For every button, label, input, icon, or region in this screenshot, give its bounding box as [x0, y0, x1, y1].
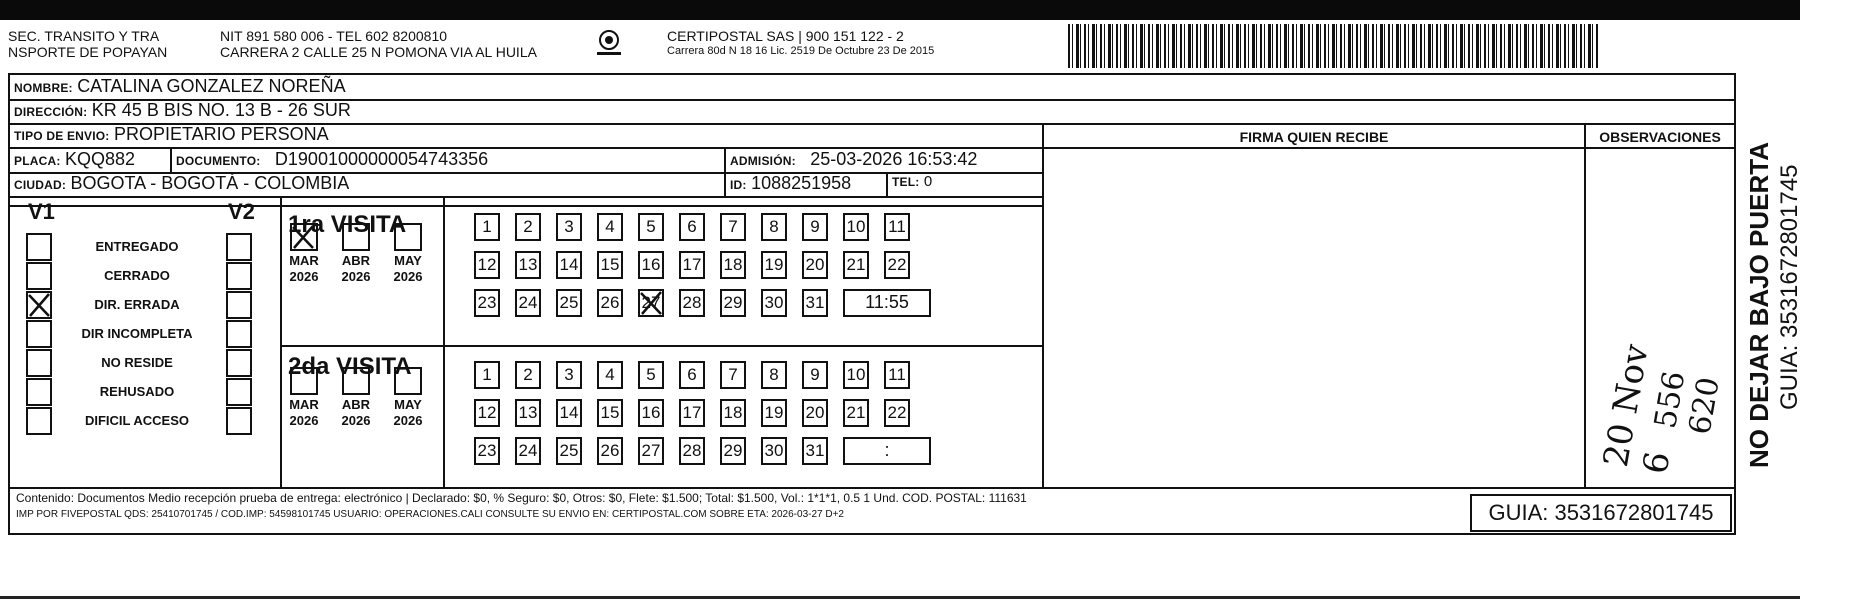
- day-checkbox[interactable]: 12: [474, 251, 500, 279]
- month-checkbox[interactable]: [394, 367, 422, 395]
- placa-cell: [14, 149, 135, 170]
- day-checkbox[interactable]: 22: [884, 251, 910, 279]
- day-checkbox[interactable]: 30: [761, 289, 787, 317]
- day-checkbox[interactable]: 8: [761, 361, 787, 389]
- nombre-row: [14, 76, 346, 97]
- day-checkbox[interactable]: 28: [679, 289, 705, 317]
- day-checkbox[interactable]: 21: [843, 251, 869, 279]
- day-checkbox[interactable]: 11: [884, 361, 910, 389]
- rule: [1042, 147, 1734, 149]
- day-checkbox[interactable]: 20: [802, 399, 828, 427]
- day-checkbox[interactable]: 12: [474, 399, 500, 427]
- month-checkbox[interactable]: [290, 223, 318, 251]
- day-checkbox[interactable]: 27: [638, 437, 664, 465]
- v2-checkbox[interactable]: [226, 233, 252, 261]
- day-checkbox[interactable]: 4: [597, 213, 623, 241]
- v2-checkbox[interactable]: [226, 262, 252, 290]
- status-label: DIR. ERRADA: [94, 297, 180, 312]
- month-label: MAY 2026: [393, 397, 423, 428]
- day-checkbox[interactable]: 14: [556, 251, 582, 279]
- v1-checkbox[interactable]: [26, 233, 52, 261]
- placa-value: KQQ882: [64, 149, 136, 169]
- time-field[interactable]: 11:55: [843, 289, 931, 317]
- status-label: DIR INCOMPLETA: [81, 326, 193, 341]
- v1-header: V1: [28, 199, 55, 224]
- bottom-edge: [0, 596, 1800, 599]
- v1-checkbox[interactable]: [26, 378, 52, 406]
- direccion-row: [14, 100, 351, 121]
- day-checkbox[interactable]: 31: [802, 437, 828, 465]
- day-checkbox[interactable]: 18: [720, 251, 746, 279]
- status-label: ENTREGADO: [95, 239, 179, 254]
- month-label: ABR 2026: [341, 397, 371, 428]
- status-label: CERRADO: [104, 268, 170, 283]
- admision-value: 25-03-2026 16:53:42: [810, 149, 978, 169]
- side-guia: GUIA: 3531672801745: [1776, 164, 1803, 410]
- day-checkbox[interactable]: 13: [515, 251, 541, 279]
- month-label: ABR 2026: [341, 253, 371, 284]
- rule: [1584, 123, 1586, 487]
- month-label: MAY 2026: [393, 253, 423, 284]
- direccion-value: KR 45 B BIS NO. 13 B - 26 SUR: [91, 100, 351, 120]
- day-checkbox[interactable]: 3: [556, 361, 582, 389]
- rule: [443, 196, 445, 487]
- day-checkbox[interactable]: 9: [802, 213, 828, 241]
- day-checkbox[interactable]: 25: [556, 437, 582, 465]
- nombre-value: CATALINA GONZALEZ NOREÑA: [77, 76, 346, 96]
- day-checkbox[interactable]: 19: [761, 251, 787, 279]
- v1-checkbox[interactable]: [26, 349, 52, 377]
- day-checkbox[interactable]: 23: [474, 437, 500, 465]
- day-checkbox[interactable]: 24: [515, 289, 541, 317]
- day-checkbox[interactable]: 17: [679, 399, 705, 427]
- month-label: MAR 2026: [289, 397, 319, 428]
- day-checkbox[interactable]: 2: [515, 361, 541, 389]
- day-checkbox[interactable]: 15: [597, 399, 623, 427]
- month-checkbox[interactable]: [394, 223, 422, 251]
- tel-value: 0: [923, 173, 933, 190]
- day-checkbox[interactable]: 25: [556, 289, 582, 317]
- day-checkbox[interactable]: 16: [638, 399, 664, 427]
- sender-line-1: SEC. TRANSITO Y TRA: [8, 28, 160, 44]
- rule: [724, 147, 726, 196]
- day-checkbox[interactable]: 11: [884, 213, 910, 241]
- sender-line-2: NSPORTE DE POPAYAN: [8, 44, 168, 60]
- day-checkbox[interactable]: 26: [597, 289, 623, 317]
- rule: [170, 147, 172, 172]
- postal-logo-icon: [594, 28, 624, 58]
- day-checkbox[interactable]: 5: [638, 361, 664, 389]
- v2-checkbox[interactable]: [226, 349, 252, 377]
- company-block: [667, 28, 934, 58]
- rule: [280, 345, 1042, 347]
- id-label: ID:: [730, 178, 747, 192]
- month-checkbox[interactable]: [290, 367, 318, 395]
- ciudad-cell: [14, 173, 349, 194]
- documento-value: D19001000000054743356: [274, 149, 489, 169]
- day-checkbox[interactable]: 31: [802, 289, 828, 317]
- direccion-label: DIRECCIÓN:: [14, 105, 88, 119]
- address-line: CARRERA 2 CALLE 25 N POMONA VIA AL HUILA: [220, 44, 537, 60]
- status-label: DIFICIL ACCESO: [84, 413, 189, 428]
- barcode: [1068, 24, 1600, 68]
- sender-contact: [220, 28, 537, 60]
- day-checkbox[interactable]: 21: [843, 399, 869, 427]
- day-checkbox[interactable]: 1: [474, 361, 500, 389]
- day-checkbox[interactable]: 4: [597, 361, 623, 389]
- day-checkbox[interactable]: 18: [720, 399, 746, 427]
- day-checkbox[interactable]: 14: [556, 399, 582, 427]
- status-label: REHUSADO: [99, 384, 175, 399]
- day-checkbox[interactable]: 27: [638, 289, 664, 317]
- day-checkbox[interactable]: 5: [638, 213, 664, 241]
- day-checkbox[interactable]: 23: [474, 289, 500, 317]
- day-checkbox[interactable]: 17: [679, 251, 705, 279]
- day-checkbox[interactable]: 28: [679, 437, 705, 465]
- guide-form: [8, 73, 1736, 535]
- v2-checkbox[interactable]: [226, 320, 252, 348]
- handwritten-note-1: 20 Nov 6: [1596, 341, 1679, 477]
- tipo-row: [14, 124, 329, 145]
- day-checkbox[interactable]: 19: [761, 399, 787, 427]
- v1-checkbox[interactable]: [26, 291, 52, 319]
- month-checkbox[interactable]: [342, 367, 370, 395]
- day-checkbox[interactable]: 6: [679, 361, 705, 389]
- company-license: Carrera 80d N 18 16 Lic. 2519 De Octubre 23 De 2015: [667, 45, 935, 57]
- ciudad-value: BOGOTA - BOGOTÁ - COLOMBIA: [70, 173, 350, 193]
- tel-label: TEL:: [892, 175, 920, 189]
- status-label: NO RESIDE: [101, 355, 173, 370]
- month-label: MAR 2026: [289, 253, 319, 284]
- rule: [10, 205, 1042, 207]
- v1-checkbox[interactable]: [26, 407, 52, 435]
- v1-checkbox[interactable]: [26, 320, 52, 348]
- documento-label: DOCUMENTO:: [176, 154, 261, 168]
- v2-checkbox[interactable]: [226, 378, 252, 406]
- time-field[interactable]: :: [843, 437, 931, 465]
- placa-label: PLACA:: [14, 154, 61, 168]
- id-value: 1088251958: [751, 173, 852, 193]
- day-checkbox[interactable]: 10: [843, 213, 869, 241]
- nombre-label: NOMBRE:: [14, 81, 73, 95]
- ciudad-label: CIUDAD:: [14, 178, 67, 192]
- firma-header: FIRMA QUIEN RECIBE: [1239, 129, 1389, 145]
- sender-block: [8, 28, 167, 60]
- second-visit-title: 2da VISITA: [288, 353, 412, 380]
- v2-checkbox[interactable]: [226, 291, 252, 319]
- rule: [280, 196, 282, 487]
- day-checkbox[interactable]: 6: [679, 213, 705, 241]
- day-checkbox[interactable]: 29: [720, 289, 746, 317]
- top-edge-bar: [0, 0, 1800, 20]
- day-checkbox[interactable]: 3: [556, 213, 582, 241]
- first-visit-title: 1ra VISITA: [288, 211, 407, 238]
- rule: [10, 196, 1042, 198]
- admision-label: ADMISIÓN:: [730, 154, 796, 168]
- rule: [10, 487, 1734, 489]
- month-checkbox[interactable]: [342, 223, 370, 251]
- day-checkbox[interactable]: 26: [597, 437, 623, 465]
- day-checkbox[interactable]: 13: [515, 399, 541, 427]
- nit-line: NIT 891 580 006 - TEL 602 8200810: [220, 28, 448, 44]
- day-checkbox[interactable]: 22: [884, 399, 910, 427]
- day-checkbox[interactable]: 9: [802, 361, 828, 389]
- tipo-label: TIPO DE ENVIO:: [14, 129, 110, 143]
- day-checkbox[interactable]: 7: [720, 213, 746, 241]
- day-checkbox[interactable]: 30: [761, 437, 787, 465]
- day-checkbox[interactable]: 24: [515, 437, 541, 465]
- v2-checkbox[interactable]: [226, 407, 252, 435]
- admision-cell: [730, 149, 977, 170]
- v2-header: V2: [228, 199, 255, 224]
- documento-cell: [176, 149, 488, 170]
- tipo-value: PROPIETARIO PERSONA: [113, 124, 329, 144]
- day-checkbox[interactable]: 15: [597, 251, 623, 279]
- footer-content-line: Contenido: Documentos Medio recepción prueba de entrega: electrónico | Declarado: $0, % Seguro: $0, Otros: $0, Flete: $1.500; Total: $1.500, Vol.: 1*1*1, 0.5 1 Und. COD. POSTAL: 111631: [16, 491, 1027, 505]
- day-checkbox[interactable]: 7: [720, 361, 746, 389]
- id-cell: [730, 173, 851, 194]
- rule: [1734, 75, 1736, 487]
- side-warning: NO DEJAR BAJO PUERTA: [1744, 141, 1774, 468]
- guia-box: GUIA: 3531672801745: [1470, 494, 1732, 532]
- day-checkbox[interactable]: 10: [843, 361, 869, 389]
- footer-print-line: IMP POR FIVEPOSTAL QDS: 25410701745 / COD.IMP: 54598101745 USUARIO: OPERACIONES.CALI CONSULTE SU ENVIO EN: CERTIPOSTAL.COM SOBRE ETA: 2026-03-27 D+2: [16, 509, 844, 520]
- company-name: CERTIPOSTAL SAS | 900 151 122 - 2: [667, 28, 904, 44]
- observaciones-header: OBSERVACIONES: [1599, 129, 1721, 145]
- v1-checkbox[interactable]: [26, 262, 52, 290]
- handwritten-note-2: 556 620: [1648, 368, 1727, 438]
- rule: [886, 172, 888, 196]
- day-checkbox[interactable]: 8: [761, 213, 787, 241]
- rule: [1042, 123, 1044, 487]
- day-checkbox[interactable]: 16: [638, 251, 664, 279]
- day-checkbox[interactable]: 29: [720, 437, 746, 465]
- day-checkbox[interactable]: 2: [515, 213, 541, 241]
- day-checkbox[interactable]: 1: [474, 213, 500, 241]
- day-checkbox[interactable]: 20: [802, 251, 828, 279]
- tel-cell: [892, 173, 932, 191]
